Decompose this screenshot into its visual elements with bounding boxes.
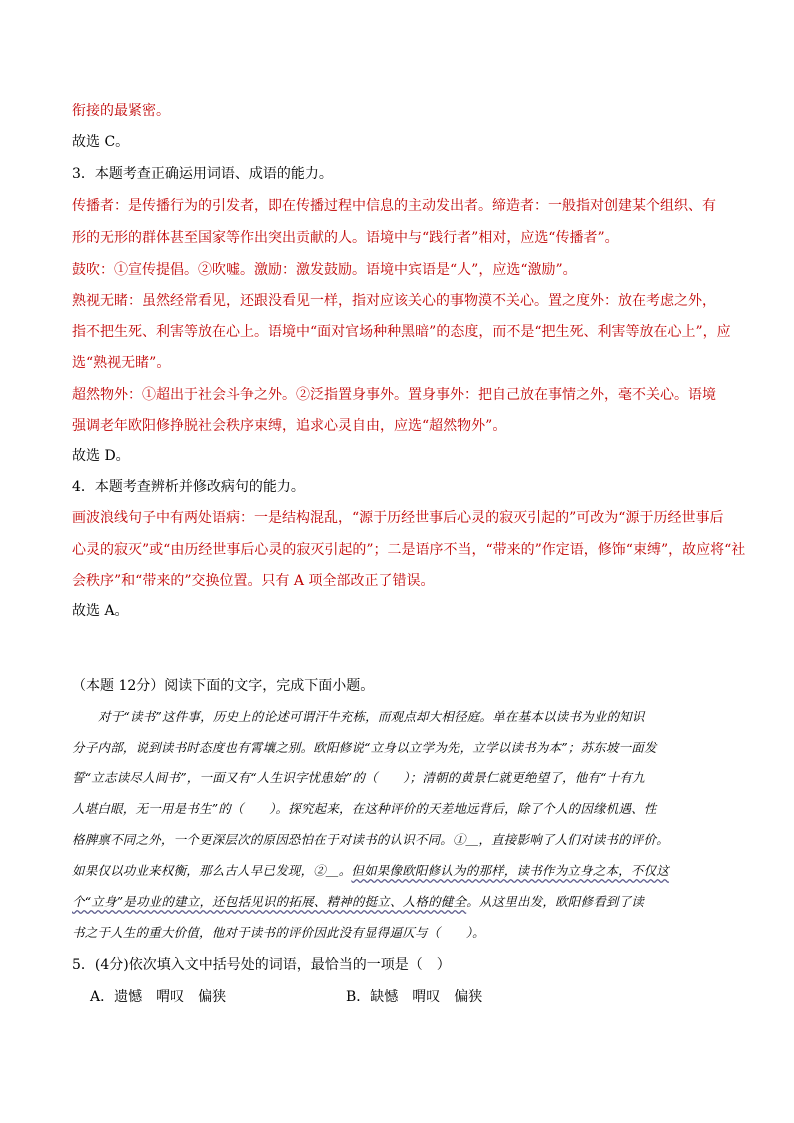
answer-q4-choice: 故选 A。 — [72, 603, 129, 619]
passage-line: 书之于人生的重大价值，他对于读书的评价因此没有显得逼仄与（ ）。 — [72, 925, 485, 940]
wavy-underlined-sentence: 个“立身”是功业的建立，还包括见识的拓展、精神的挺立、人格的健全 — [72, 894, 467, 909]
answer-q3-line: 熟视无睹：虽然经常看见，还跟没看见一样，指对应该关心的事物漠不关心。置之度外：放在考虑之外， — [72, 293, 716, 309]
passage-line: 对于“读书”这件事，历史上的论述可谓汗牛充栋，而观点却大相径庭。单在基本以读书为业的知识 — [98, 709, 645, 724]
answer-q3-heading: 3．本题考查正确运用词语、成语的能力。 — [72, 166, 333, 182]
answer-q2-choice: 故选 C。 — [72, 134, 130, 150]
answer-q4-line: 会秩序”和“带来的”交换位置。只有 A 项全部改正了错误。 — [72, 573, 435, 589]
answer-q4-line: 画波浪线句子中有两处语病：一是结构混乱，“源于历经世事后心灵的寂灭引起的”可改为“源于历经世事后 — [72, 510, 724, 526]
reading-intro: （本题 12分）阅读下面的文字，完成下面小题。 — [72, 678, 375, 694]
question-5-stem: 5．(4分)依次填入文中括号处的词语，最恰当的一项是（ ） — [72, 957, 451, 973]
answer-q4-line: 心灵的寂灭”或“由历经世事后心灵的寂灭引起的”；二是语序不当，“带来的”作定语，修饰“束缚”，故应将“社 — [72, 542, 746, 558]
answer-q3-line: 传播者：是传播行为的引发者，即在传播过程中信息的主动发出者。缔造者：一般指对创建某个组织、有 — [72, 198, 716, 214]
option-a[interactable]: A．遗憾 喟叹 偏狭 — [90, 989, 227, 1005]
answer-q3-line: 鼓吹：①宣传提倡。②吹嘘。激励：激发鼓励。语境中宾语是“人”，应选“激励”。 — [72, 262, 577, 278]
passage-line: 格脾禀不同之外，一个更深层次的原因恐怕在于对读书的认识不同。①＿，直接影响了人们对读书的评价。 — [72, 832, 669, 847]
passage-text: 如果仅以功业来权衡，那么古人早已发现，②＿。 — [72, 863, 352, 878]
passage-line: 誓“立志读尽人间书”，一面又有“人生识字忧患始”的（ ）；清朝的黄景仁就更绝望了，他有“十有九 — [72, 770, 645, 785]
passage-line-with-wavy — [72, 892, 732, 912]
answer-q3-line: 形的无形的群体甚至国家等作出突出贡献的人。语境中与“践行者”相对，应选“传播者”。 — [72, 230, 619, 246]
answer-q3-choice: 故选 D。 — [72, 448, 130, 464]
passage-line-with-wavy — [72, 861, 732, 881]
answer-q3-line: 强调老年欧阳修挣脱社会秩序束缚，追求心灵自由，应选“超然物外”。 — [72, 418, 507, 434]
wavy-underlined-sentence: 但如果像欧阳修认为的那样，读书作为立身之本，不仅这 — [351, 863, 669, 878]
answer-q3-line: 选“熟视无睹”。 — [72, 355, 171, 371]
passage-line: 分子内部，说到读书时态度也有霄壤之别。欧阳修说“立身以立学为先，立学以读书为本”；苏东坡一面发 — [72, 740, 657, 755]
option-b[interactable]: B．缺憾 喟叹 偏狭 — [346, 989, 483, 1005]
answer-q3-line: 超然物外：①超出于社会斗争之外。②泛指置身事外。置身事外：把自己放在事情之外，毫不关心。语境 — [72, 387, 716, 403]
answer-q4-heading: 4．本题考查辨析并修改病句的能力。 — [72, 479, 305, 495]
answer-q3-line: 指不把生死、利害等放在心上。语境中“面对官场种种黑暗”的态度，而不是“把生死、利害等放在心上”，应 — [72, 324, 731, 340]
answer-q2-tail: 衔接的最紧密。 — [72, 103, 170, 119]
passage-line: 人堪白眼，无一用是书生”的（ ）。探究起来，在这种评价的天差地远背后，除了个人的因缘机遇、性 — [72, 801, 657, 816]
passage-text: 。从这里出发，欧阳修看到了读 — [466, 894, 644, 909]
